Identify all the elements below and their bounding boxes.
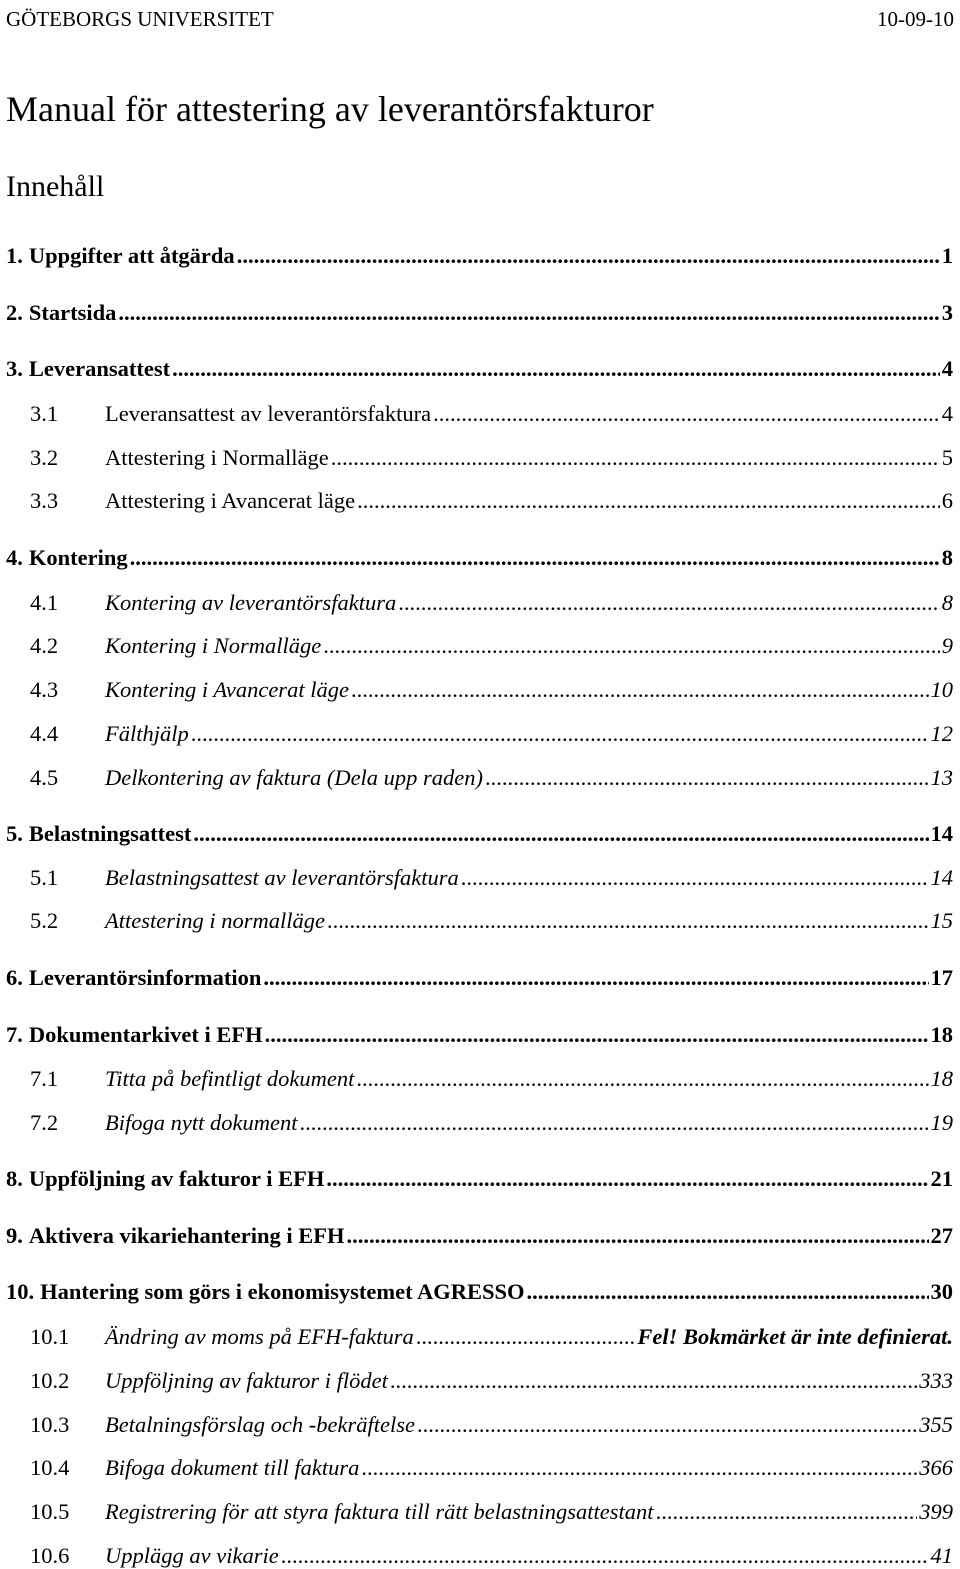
toc-dot-leader [323,635,939,658]
toc-dot-leader [485,767,928,790]
toc-entry-label: Belastningsattest av leverantörsfaktura [105,864,459,890]
toc-entry-label: Kontering av leverantörsfaktura [105,589,397,615]
toc-entry-label: Hantering som görs i ekonomisystemet AGRESSO [40,1278,525,1304]
toc-entry-1[interactable] [6,235,953,267]
toc-entry-label: Registrering för att styra faktura till rätt belastningsattestant [105,1498,654,1524]
toc-dot-leader [281,1545,929,1568]
toc-dot-leader [118,302,939,325]
toc-dot-leader [263,967,928,990]
toc-entry-number: 10.1 [30,1323,70,1349]
toc-entry-3[interactable] [6,348,953,380]
toc-entry-label: Aktivera vikariehantering i EFH [28,1222,345,1248]
toc-entry-page: 399 [919,1498,953,1524]
toc-dot-leader [356,1068,928,1091]
toc-entry-number: 3.3 [30,487,59,513]
toc-entry-page: 14 [930,820,953,846]
toc-entry-number: 3.2 [30,444,59,470]
toc-entry-4-4[interactable] [6,713,953,745]
toc-entry-page: 333 [919,1367,953,1393]
toc-dot-leader [461,867,929,890]
toc-entry-number: 10.3 [30,1411,70,1437]
document-title: Manual för attestering av leverantörsfakturor [6,89,654,129]
toc-entry-label: Leveransattest [28,355,171,381]
toc-entry-page: 30 [930,1278,953,1304]
toc-entry-7-1[interactable] [6,1058,953,1090]
toc-entry-label: Fälthjälp [105,720,189,746]
toc-entry-9[interactable] [6,1215,953,1247]
toc-entry-2[interactable] [6,292,953,324]
toc-entry-number: 9. [6,1222,23,1248]
toc-entry-label: Uppföljning av fakturor i EFH [28,1165,325,1191]
toc-entry-10-5[interactable] [6,1491,953,1523]
toc-entry-3-1[interactable] [6,393,953,425]
toc-entry-page: 9 [941,632,953,658]
contents-heading: Innehåll [6,170,105,203]
toc-entry-number: 3. [6,355,23,381]
toc-entry-5[interactable] [6,813,953,845]
header-organization: GÖTEBORGS UNIVERSITET [6,6,274,31]
toc-entry-number: 4.2 [30,632,59,658]
toc-entry-page: 27 [930,1222,953,1248]
toc-entry-label: Betalningsförslag och -bekräftelse [105,1411,415,1437]
toc-dot-leader [299,1112,928,1135]
toc-entry-label: Leverantörsinformation [28,964,262,990]
toc-entry-number: 10.2 [30,1367,70,1393]
toc-entry-page: 14 [930,864,953,890]
toc-dot-leader [527,1281,929,1304]
toc-entry-label: Delkontering av faktura (Dela upp raden) [105,764,484,790]
toc-dot-leader [398,592,940,615]
toc-entry-label: Titta på befintligt dokument [105,1065,355,1091]
toc-dot-leader [346,1225,928,1248]
toc-entry-number: 10.5 [30,1498,70,1524]
toc-dot-leader [361,1457,917,1480]
toc-entry-label: Ändring av moms på EFH-faktura [105,1323,414,1349]
toc-dot-leader [326,1168,928,1191]
toc-entry-number: 4.5 [30,764,59,790]
toc-entry-page: 1 [941,242,953,268]
toc-entry-number: 1. [6,242,23,268]
toc-entry-number: 5. [6,820,23,846]
toc-entry-page: 8 [941,589,953,615]
toc-entry-number: 8. [6,1165,23,1191]
toc-entry-number: 5.1 [30,864,59,890]
toc-entry-10[interactable] [6,1271,953,1303]
toc-dot-leader [416,1326,636,1349]
toc-dot-leader [191,723,929,746]
toc-dot-leader [351,679,929,702]
toc-entry-label: Belastningsattest [28,820,192,846]
toc-entry-page: 6 [941,487,953,513]
toc-entry-page: 355 [919,1411,953,1437]
toc-entry-label: Uppgifter att åtgärda [28,242,235,268]
toc-entry-page: 12 [930,720,953,746]
toc-dot-leader [130,547,940,570]
toc-entry-page: 3 [941,299,953,325]
toc-entry-page: 19 [930,1109,953,1135]
toc-entry-10-1[interactable] [6,1316,953,1348]
toc-entry-10-2[interactable] [6,1360,953,1392]
toc-entry-label: Kontering i Normalläge [105,632,322,658]
toc-entry-page-error: Fel! Bokmärket är inte definierat. [637,1323,953,1349]
toc-dot-leader [265,1024,929,1047]
toc-entry-number: 10.4 [30,1454,70,1480]
toc-entry-page: 4 [941,400,953,426]
toc-entry-page: 18 [930,1021,953,1047]
toc-entry-7[interactable] [6,1014,953,1046]
toc-entry-page: 10 [930,676,953,702]
toc-entry-label: Uppföljning av fakturor i flödet [105,1367,388,1393]
toc-entry-10-6[interactable] [6,1535,953,1567]
toc-entry-label: Kontering [28,544,128,570]
toc-dot-leader [331,447,940,470]
toc-dot-leader [172,358,940,381]
toc-entry-8[interactable] [6,1158,953,1190]
toc-entry-6[interactable] [6,957,953,989]
toc-entry-page: 4 [941,355,953,381]
toc-entry-10-4[interactable] [6,1447,953,1479]
toc-dot-leader [390,1370,917,1393]
toc-dot-leader [193,823,928,846]
toc-entry-5-1[interactable] [6,857,953,889]
toc-entry-number: 4.4 [30,720,59,746]
toc-entry-page: 15 [930,907,953,933]
toc-entry-label: Attestering i Normalläge [105,444,329,470]
toc-entry-number: 10.6 [30,1542,70,1568]
toc-entry-5-2[interactable] [6,900,953,932]
toc-dot-leader [357,490,940,513]
toc-entry-number: 7.2 [30,1109,59,1135]
toc-dot-leader [656,1501,918,1524]
header-date: 10-09-10 [877,6,954,31]
toc-entry-page: 13 [930,764,953,790]
toc-entry-3-2[interactable] [6,437,953,469]
toc-entry-label: Kontering i Avancerat läge [105,676,349,702]
toc-entry-4[interactable] [6,537,953,569]
toc-entry-number: 3.1 [30,400,59,426]
toc-entry-10-3[interactable] [6,1404,953,1436]
toc-entry-label: Leveransattest av leverantörsfaktura [105,400,432,426]
toc-entry-page: 21 [930,1165,953,1191]
toc-entry-label: Attestering i Avancerat läge [105,487,356,513]
toc-entry-label: Upplägg av vikarie [105,1542,279,1568]
toc-entry-page: 41 [930,1542,953,1568]
toc-entry-number: 4.1 [30,589,59,615]
toc-entry-label: Bifoga dokument till faktura [105,1454,360,1480]
toc-entry-number: 10. [6,1278,35,1304]
toc-entry-page: 17 [930,964,953,990]
toc-entry-number: 4.3 [30,676,59,702]
toc-entry-number: 7.1 [30,1065,59,1091]
toc-entry-number: 7. [6,1021,23,1047]
toc-entry-number: 2. [6,299,23,325]
toc-entry-4-3[interactable] [6,669,953,701]
toc-entry-4-5[interactable] [6,757,953,789]
toc-entry-number: 5.2 [30,907,59,933]
toc-dot-leader [433,403,940,426]
toc-entry-page: 18 [930,1065,953,1091]
toc-entry-page: 366 [919,1454,953,1480]
toc-dot-leader [327,910,929,933]
toc-entry-label: Bifoga nytt dokument [105,1109,298,1135]
toc-entry-4-1[interactable] [6,582,953,614]
toc-entry-3-3[interactable] [6,480,953,512]
toc-entry-number: 4. [6,544,23,570]
toc-entry-page: 8 [941,544,953,570]
toc-entry-label: Dokumentarkivet i EFH [28,1021,263,1047]
toc-entry-4-2[interactable] [6,625,953,657]
toc-entry-number: 6. [6,964,23,990]
toc-entry-label: Attestering i normalläge [105,907,325,933]
toc-entry-page: 5 [941,444,953,470]
toc-dot-leader [417,1414,917,1437]
toc-entry-7-2[interactable] [6,1102,953,1134]
toc-dot-leader [237,245,940,268]
toc-entry-label: Startsida [28,299,117,325]
